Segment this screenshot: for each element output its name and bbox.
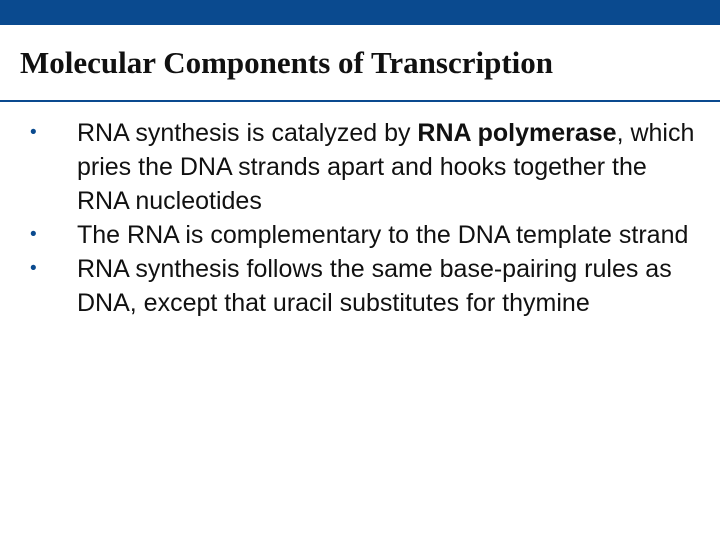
bullet-text: The RNA is complementary to the DNA template strand <box>77 221 689 249</box>
top-banner <box>0 0 720 25</box>
bullet-text-trail: , which pries the DNA strands apart and hooks together the RNA nucleotides <box>77 119 695 215</box>
bullet-bold-term: RNA polymerase <box>417 119 617 147</box>
bullet-list <box>30 116 700 320</box>
bullet-icon: • <box>30 224 37 245</box>
bullet-item-complementary <box>30 218 700 252</box>
title-divider <box>0 100 720 102</box>
bullet-icon: • <box>30 122 37 143</box>
slide-title: Molecular Components of Transcription <box>20 45 554 80</box>
bullet-item-base-pairing <box>30 252 700 320</box>
bullet-text: RNA synthesis is catalyzed by <box>77 119 418 147</box>
bullet-item-rna-polymerase <box>30 116 700 218</box>
bullet-icon: • <box>30 258 37 279</box>
bullet-text: RNA synthesis follows the same base-pairing rules as DNA, except that uracil substitutes for thymine <box>77 255 672 317</box>
